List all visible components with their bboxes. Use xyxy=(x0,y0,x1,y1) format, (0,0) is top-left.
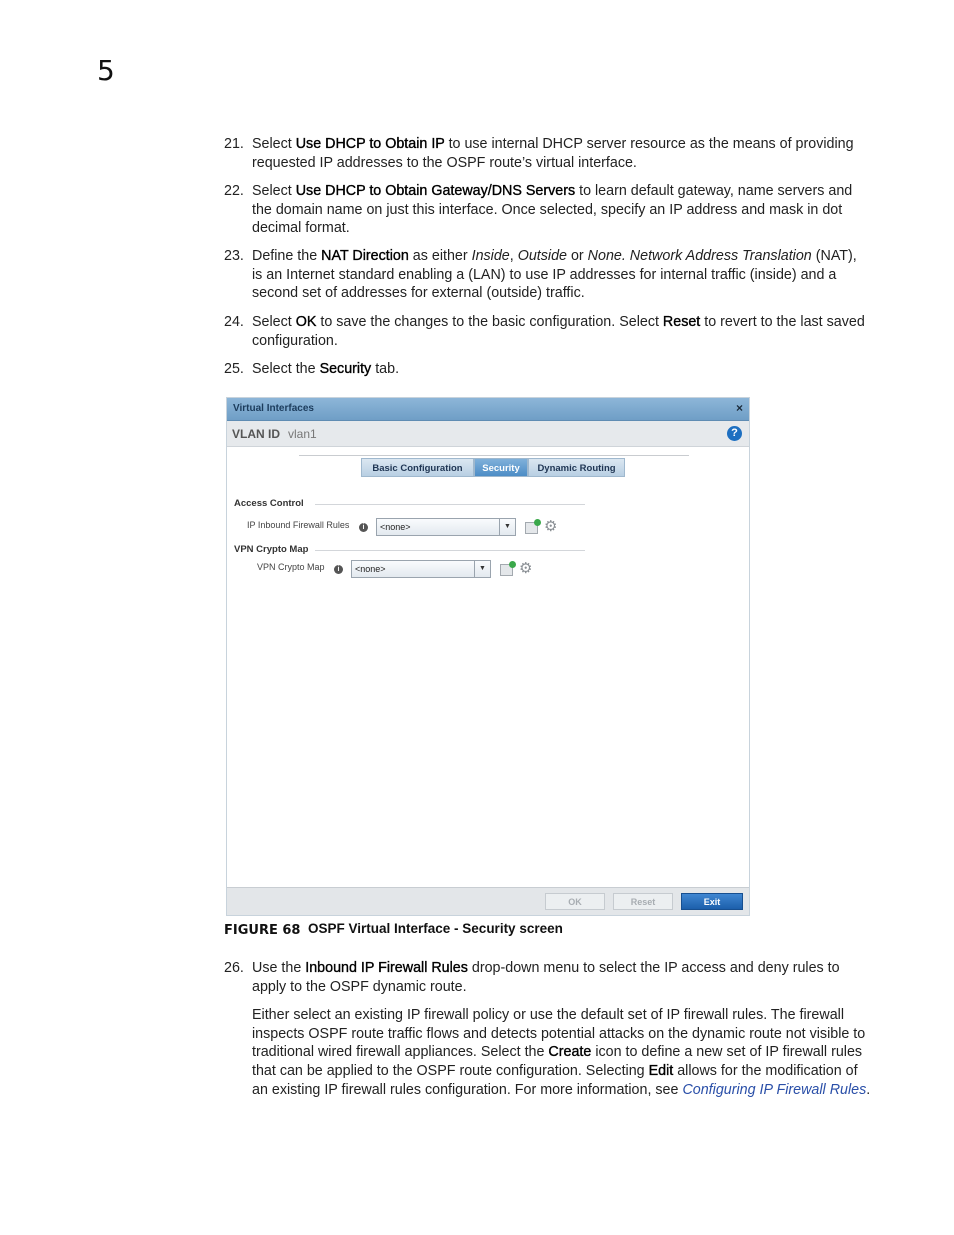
chapter-number: 5 xyxy=(97,54,115,87)
vpn-crypto-map-heading: VPN Crypto Map xyxy=(234,544,309,555)
reset-button[interactable]: Reset xyxy=(613,893,673,910)
ui-term: OK xyxy=(295,314,317,330)
vpn-crypto-map-label: VPN Crypto Map xyxy=(257,562,325,572)
step-text: (NAT), is an Internet standard enabling a (LAN) to use IP addresses for internal traffic (inside) and a second set of addresses for external (outside) traffic. xyxy=(252,248,857,302)
ip-inbound-firewall-rules-label: IP Inbound Firewall Rules xyxy=(247,520,350,530)
tab-divider xyxy=(299,455,689,456)
step-text: Select xyxy=(252,314,296,330)
create-icon[interactable] xyxy=(525,522,538,534)
info-icon: i xyxy=(334,565,343,574)
step-26 xyxy=(224,959,870,996)
ip-inbound-firewall-rules-select[interactable] xyxy=(376,518,516,536)
ui-term: Use DHCP to Obtain Gateway/DNS Servers xyxy=(295,183,576,199)
vpn-crypto-map-select[interactable] xyxy=(351,560,491,578)
step-number: 23. xyxy=(224,248,244,264)
vlan-id-label: VLAN ID xyxy=(232,427,280,441)
step-number: 21. xyxy=(224,136,244,152)
help-icon[interactable]: ? xyxy=(727,426,742,441)
vlan-id-value: vlan1 xyxy=(288,427,317,441)
option-inside: Inside xyxy=(471,248,510,264)
button-bar xyxy=(227,887,749,915)
step-number: 25. xyxy=(224,361,244,377)
step-text: Select xyxy=(252,183,296,199)
firewall-paragraph xyxy=(252,1006,872,1100)
step-23 xyxy=(224,247,870,303)
option-none: None. Network Address Translation xyxy=(587,248,812,264)
paragraph-text: icon to define a new set of IP firewall rules that can be applied to the OSPF route configuration. Selecting xyxy=(252,1044,863,1080)
step-number: 24. xyxy=(224,314,244,330)
step-text: to learn default gateway, name servers and the domain name on just this interface. Once selected, specify an IP address and mask in dot decimal format. xyxy=(252,183,853,237)
chevron-down-icon[interactable]: ▼ xyxy=(474,561,490,577)
figure-number: FIGURE 68 xyxy=(224,923,301,938)
select-value: <none> xyxy=(355,564,386,574)
paragraph-text: Either select an existing IP firewall policy or use the default set of IP firewall rules. The firewall inspects OSPF route traffic flows and detects potential attacks on the dynamic route not visible to traditional wired firewall appliances. Select the xyxy=(252,1007,866,1061)
info-icon: i xyxy=(359,523,368,532)
step-text: as either xyxy=(408,248,472,264)
step-text: , xyxy=(509,248,518,264)
window-titlebar xyxy=(227,398,749,421)
figure-caption xyxy=(224,921,563,938)
create-icon[interactable] xyxy=(500,564,513,576)
gear-icon[interactable]: ⚙ xyxy=(519,560,533,577)
step-24 xyxy=(224,313,870,350)
security-screen-screenshot xyxy=(226,397,750,916)
ok-button[interactable]: OK xyxy=(545,893,605,910)
step-number: 26. xyxy=(224,960,244,976)
step-text: tab. xyxy=(371,361,400,377)
step-number: 22. xyxy=(224,183,244,199)
ui-term: Create xyxy=(548,1044,592,1061)
step-text: Define the xyxy=(252,248,322,264)
section-divider xyxy=(315,550,585,551)
step-text: or xyxy=(567,248,588,264)
chevron-down-icon[interactable]: ▼ xyxy=(499,519,515,535)
step-text: drop-down menu to select the IP access and deny rules to apply to the OSPF dynamic route. xyxy=(252,960,840,995)
configuring-ip-firewall-rules-link[interactable]: Configuring IP Firewall Rules xyxy=(682,1081,867,1098)
exit-button[interactable]: Exit xyxy=(681,893,743,910)
ui-term: Edit xyxy=(648,1063,674,1080)
tab-security[interactable]: Security xyxy=(474,458,528,477)
tab-dynamic-routing[interactable]: Dynamic Routing xyxy=(528,458,625,477)
ui-term: NAT Direction xyxy=(321,248,409,264)
option-outside: Outside xyxy=(517,248,567,264)
vlan-bar xyxy=(227,421,749,447)
close-icon[interactable]: × xyxy=(735,401,743,415)
step-text: to use internal DHCP server resource as the means of providing requested IP addresses to the OSPF route’s virtual interface. xyxy=(252,136,854,171)
select-value: <none> xyxy=(380,522,411,532)
paragraph-text: allows for the modification of an existing IP firewall rules configuration. For more information, see xyxy=(252,1063,858,1098)
section-divider xyxy=(315,504,585,505)
step-text: Select the xyxy=(252,361,320,377)
step-22 xyxy=(224,182,870,238)
step-text: to revert to the last saved configuration. xyxy=(252,314,865,349)
step-text: Use the xyxy=(252,960,306,976)
step-text: to save the changes to the basic configuration. Select xyxy=(316,314,663,330)
figure-title: OSPF Virtual Interface - Security screen xyxy=(308,921,563,936)
ui-term: Inbound IP Firewall Rules xyxy=(305,960,468,976)
paragraph-text: . xyxy=(866,1081,871,1098)
tab-basic-configuration[interactable]: Basic Configuration xyxy=(361,458,474,477)
access-control-heading: Access Control xyxy=(234,498,304,509)
step-text: Select xyxy=(252,136,296,152)
ui-term: Security xyxy=(319,361,372,377)
gear-icon[interactable]: ⚙ xyxy=(544,518,558,535)
ui-term: Reset xyxy=(662,314,701,330)
step-25 xyxy=(224,360,870,379)
window-title: Virtual Interfaces xyxy=(233,403,314,414)
ui-term: Use DHCP to Obtain IP xyxy=(295,136,445,152)
step-21 xyxy=(224,135,870,172)
